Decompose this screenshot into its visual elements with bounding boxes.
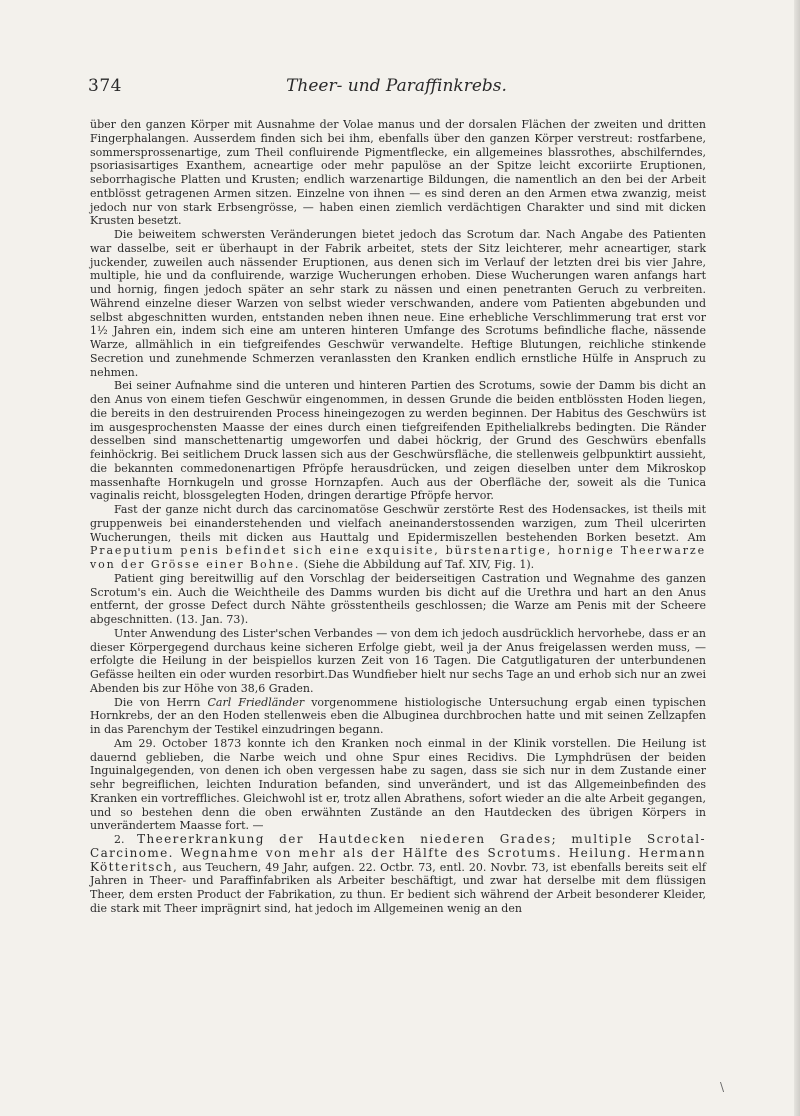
running-title: Theer- und Paraffinkrebs. bbox=[286, 76, 507, 96]
paragraph-1: über den ganzen Körper mit Ausnahme der Volae manus und der dorsalen Flächen der zweiten und dritten Fingerphalangen. Ausserdem finden sich bei ihm, ebenfalls über den ganzen Körper verstreut: rostfarbene, sommersprossenartige, zum Theil confluirende Pigmentflecke, ein allgemeines blassrothes, abschilferndes, psoriasisartiges Exanthem, acneartige oder mehr papulöse an der Spitze leicht excoriirte Eruptionen, seborrhagische Platten und Krusten; endlich warzenartige Bildungen, die namentlich an den bei der Arbeit entblösst getragenen Armen sitzen. Einzelne von ihnen — es sind deren an den Armen etwa zwanzig, meist jedoch nur von stark Erbsengrösse, — haben einen ziemlich verdächtigen Charakter und sind mit dicken Krusten besetzt. bbox=[90, 118, 706, 228]
paragraph-7-after: vorgenommene histiologische Untersuchung ergab einen typischen Hornkrebs, der an den Hoden stellenweis eben die Albuginea durchbrochen hatte und mit seinen Zellzapfen in das Parenchym der Testikel einzudringen begann. bbox=[90, 695, 706, 736]
paragraph-6: Unter Anwendung des Lister'schen Verbandes — von dem ich jedoch ausdrücklich hervorhebe, dass er an dieser Körpergegend durchaus keine sicheren Erfolge giebt, weil ja der Anus freigelassen werden muss, — erfolgte die Heilung in der beispiellos kurzen Zeit von 16 Tagen. Die Catgutligaturen der unterbundenen Gefässe heilten ein oder wurden resorbirt.Das Wundfieber hielt nur sechs Tage an und erhob sich nur an zwei Abenden bis zur Höhe von 38,6 Graden. bbox=[90, 626, 706, 695]
page-header bbox=[88, 76, 705, 100]
case-title: Theererkrankung der Hautdecken niederen Grades; multiple Scrotal-Carcinome. Wegnahme von mehr als der Hälfte des Scrotums. Heilung. Hermann Kötteritsch, bbox=[90, 832, 707, 874]
paragraph-3: Bei seiner Aufnahme sind die unteren und hinteren Partien des Scrotums, sowie der Damm bis dicht an den Anus von einem tiefen Geschwür eingenommen, in dessen Grunde die beiden entblössten Hoden liegen, die bereits in den destruirenden Process hineingezogen zu werden beginnen. Der Habitus des Geschwürs ist im ausgesprochensten Maasse der eines durch einen tiefgreifenden Epithelialkrebs bedingten. Die Ränder desselben sind manschettenartig umgeworfen und dabei höckrig, der Grund des Geschwürs ebenfalls feinhöckrig. Bei seitlichem Druck lassen sich aus der Geschwürsfläche, die stellenweis gelbpunktirt aussieht, die bekannten commedonenartigen Pfröpfe herausdrücken, und zeigen dieselben unter dem Mikroskop massenhafte Hornkugeln und grosse Hornzapfen. Auch aus der Oberfläche der, soweit als die Tunica vaginalis reicht, blossgelegten Hoden, dringen derartige Pfröpfe hervor. bbox=[90, 379, 706, 503]
paragraph-7 bbox=[90, 696, 706, 737]
author-name: Carl Friedländer bbox=[207, 695, 305, 709]
paragraph-4-tail: (Siehe die Abbildung auf Taf. XIV, Fig. 1). bbox=[300, 558, 535, 571]
praeputium-emphasis: Praeputium penis befindet sich eine exquisite, bürstenartige, hornige Theerwarze von der Grösse einer Bohne. bbox=[90, 544, 706, 571]
main-text bbox=[90, 118, 706, 916]
margin-mark: \ bbox=[720, 1080, 725, 1094]
paragraph-8: Am 29. October 1873 konnte ich den Kranken noch einmal in der Klinik vorstellen. Die Heilung ist dauernd geblieben, die Narbe weich und ohne Spur eines Recidivs. Die Lymphdrüsen der beiden Inguinalgegenden, von denen ich oben vergessen habe zu sagen, dass sie sich nur in dem Zustande einer sehr begreiflichen, leichten Induration befanden, sind unverändert, und ist das Allgemeinbefinden des Kranken ein vortreffliches. Gleichwohl ist er, trotz allen Abrathens, sofort wieder an die alte Arbeit gegangen, und so bestehen denn die oben erwähnten Zustände an den Hautdecken des übrigen Körpers in unverändertem Maasse fort. — bbox=[90, 736, 706, 833]
paragraph-7-before: Die von Herrn bbox=[114, 695, 208, 709]
case-number: 2. bbox=[114, 833, 125, 846]
case-text: aus Teuchern, 49 Jahr, aufgen. 22. Octbr. 73, entl. 20. Novbr. 73, ist ebenfalls bereits seit elf Jahren in Theer- und Paraffinfabriken als Arbeiter beschäftigt, und zwar hat derselbe mit dem flüssigen Theer, dem ersten Product der Fabrikation, zu thun. Er bedient sich während der Arbeit besonderer Kleider, die stark mit Theer imprägnirt sind, hat jedoch im Allgemeinen wenig an den bbox=[90, 860, 706, 915]
paragraph-4 bbox=[90, 503, 706, 572]
case-2-paragraph bbox=[90, 833, 706, 916]
paragraph-2: Die beiweitem schwersten Veränderungen bietet jedoch das Scrotum dar. Nach Angabe des Patienten war dasselbe, seit er überhaupt in der Fabrik arbeitet, stets der Sitz leichterer, mehr acneartiger, stark juckender, zuweilen auch nässender Eruptionen, aus denen sich im Verlauf der letzten drei bis vier Jahre, multiple, hie und da confluirende, warzige Wucherungen erhoben. Diese Wucherungen waren anfangs hart und hornig, fingen jedoch später an sehr stark zu nässen und einen penetranten Geruch zu verbreiten. Während einzelne dieser Warzen von selbst wieder verschwanden, andere vom Patienten abgebunden und selbst abgeschnitten wurden, entstanden neben ihnen neue. Eine erhebliche Verschlimmerung trat erst vor 1½ Jahren ein, indem sich eine am unteren hinteren Umfange des Scrotums befindliche flache, nässende Warze, allmählich in ein tiefgreifendes Geschwür verwandelte. Heftige Blutungen, reichliche stinkende Secretion und zunehmende Schmerzen veranlassten den Kranken endlich ernstliche Hülfe in Anspruch zu nehmen. bbox=[90, 228, 706, 379]
page-edge bbox=[794, 0, 800, 1116]
paragraph-4-start: Fast der ganze nicht durch das carcinomatöse Geschwür zerstörte Rest des Hodensackes, ist theils mit gruppenweis bei einanderstehenden und vielfach aneinanderstossenden warzigen, zum Theil ulcerirten Wucherungen, theils mit dicken aus Hauttalg und Epidermiszellen bestehenden Borken besetzt. Am bbox=[90, 503, 706, 544]
page-number: 374 bbox=[88, 76, 122, 96]
paragraph-5: Patient ging bereitwillig auf den Vorschlag der beiderseitigen Castration und Wegnahme des ganzen Scrotum's ein. Auch die Weichtheile des Damms wurden bis dicht auf die Urethra und hart an den Anus entfernt, der grosse Defect durch Nähte grösstentheils geschlossen; die Warze am Penis mit der Scheere abgeschnitten. (13. Jan. 73). bbox=[90, 571, 706, 626]
